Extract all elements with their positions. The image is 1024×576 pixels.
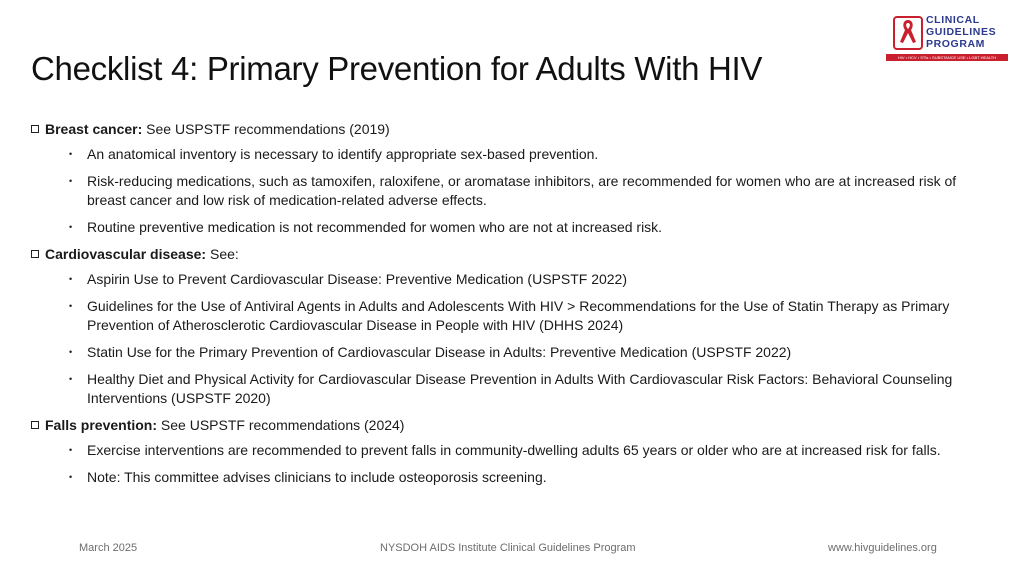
logo-line-2: GUIDELINES — [926, 26, 997, 38]
checklist — [31, 120, 981, 495]
list-item-text: An anatomical inventory is necessary to identify appropriate sex-based prevention. — [87, 146, 599, 162]
section-falls-prevention — [31, 416, 981, 487]
list-item — [45, 172, 981, 210]
clinical-guidelines-program-logo — [886, 12, 1010, 64]
list-item — [45, 270, 981, 289]
list-item — [45, 218, 981, 237]
logo-line-1: CLINICAL — [926, 14, 980, 26]
section-text: See USPSTF recommendations (2019) — [142, 121, 390, 137]
bullet-icon: • — [69, 274, 73, 284]
list-item — [45, 343, 981, 362]
section-breast-cancer — [31, 120, 981, 237]
section-text: See: — [206, 246, 239, 262]
footer-date: March 2025 — [79, 542, 138, 554]
logo-tagline: HIV • HCV • STIs • SUBSTANCE USE • LGBT HEALTH — [886, 54, 1008, 61]
bullet-icon: • — [69, 149, 73, 159]
bullet-icon: • — [69, 301, 73, 311]
list-item — [45, 468, 981, 487]
list-item-text: Aspirin Use to Prevent Cardiovascular Disease: Preventive Medication (USPSTF 2022) — [87, 271, 628, 287]
list-item — [45, 441, 981, 460]
list-item-text: Risk-reducing medications, such as tamoxifen, raloxifene, or aromatase inhibitors, are recommended for women who are at increased risk of breast cancer and low risk of medication-related adverse effects. — [87, 173, 957, 208]
page-title: Checklist 4: Primary Prevention for Adults With HIV — [31, 50, 763, 87]
section-label: Cardiovascular disease: — [45, 246, 207, 262]
list-item-text: Routine preventive medication is not recommended for women who are not at increased risk. — [87, 219, 663, 235]
list-item — [45, 145, 981, 164]
bullet-list — [45, 145, 981, 237]
checkbox-icon — [31, 421, 39, 429]
section-label: Breast cancer: — [45, 121, 143, 137]
list-item-text: Healthy Diet and Physical Activity for Cardiovascular Disease Prevention in Adults With Cardiovascular Risk Factors: Behavioral Counseling Interventions (USPSTF 2020) — [87, 371, 953, 406]
footer-website: www.hivguidelines.org — [828, 542, 937, 554]
logo-wordmark — [926, 14, 996, 50]
list-item-text: Guidelines for the Use of Antiviral Agents in Adults and Adolescents With HIV > Recommendations for the Use of Statin Therapy as Primary Prevention of Atherosclerotic Cardiovascular Disease in People with HIV (DHHS 2024) — [87, 298, 950, 333]
section-text: See USPSTF recommendations (2024) — [157, 417, 405, 433]
list-item — [45, 370, 981, 408]
bullet-list — [45, 270, 981, 408]
logo-line-3: PROGRAM — [926, 38, 986, 50]
list-item-text: Note: This committee advises clinicians to include osteoporosis screening. — [87, 469, 547, 485]
bullet-icon: • — [69, 222, 73, 232]
checkbox-icon — [31, 250, 39, 258]
bullet-icon: • — [69, 176, 73, 186]
list-item — [45, 297, 981, 335]
list-item-text: Exercise interventions are recommended to prevent falls in community-dwelling adults 65 years or older who are at increased risk for falls. — [87, 442, 941, 458]
bullet-icon: • — [69, 472, 73, 482]
bullet-icon: • — [69, 445, 73, 455]
footer-program: NYSDOH AIDS Institute Clinical Guidelines Program — [380, 542, 636, 554]
section-cardiovascular-disease — [31, 245, 981, 408]
checkbox-icon — [31, 125, 39, 133]
bullet-list — [45, 441, 981, 487]
section-label: Falls prevention: — [45, 417, 158, 433]
bullet-icon: • — [69, 347, 73, 357]
bullet-icon: • — [69, 374, 73, 384]
awareness-ribbon-icon — [895, 16, 921, 48]
list-item-text: Statin Use for the Primary Prevention of Cardiovascular Disease in Adults: Preventive Medication (USPSTF 2022) — [87, 344, 792, 360]
